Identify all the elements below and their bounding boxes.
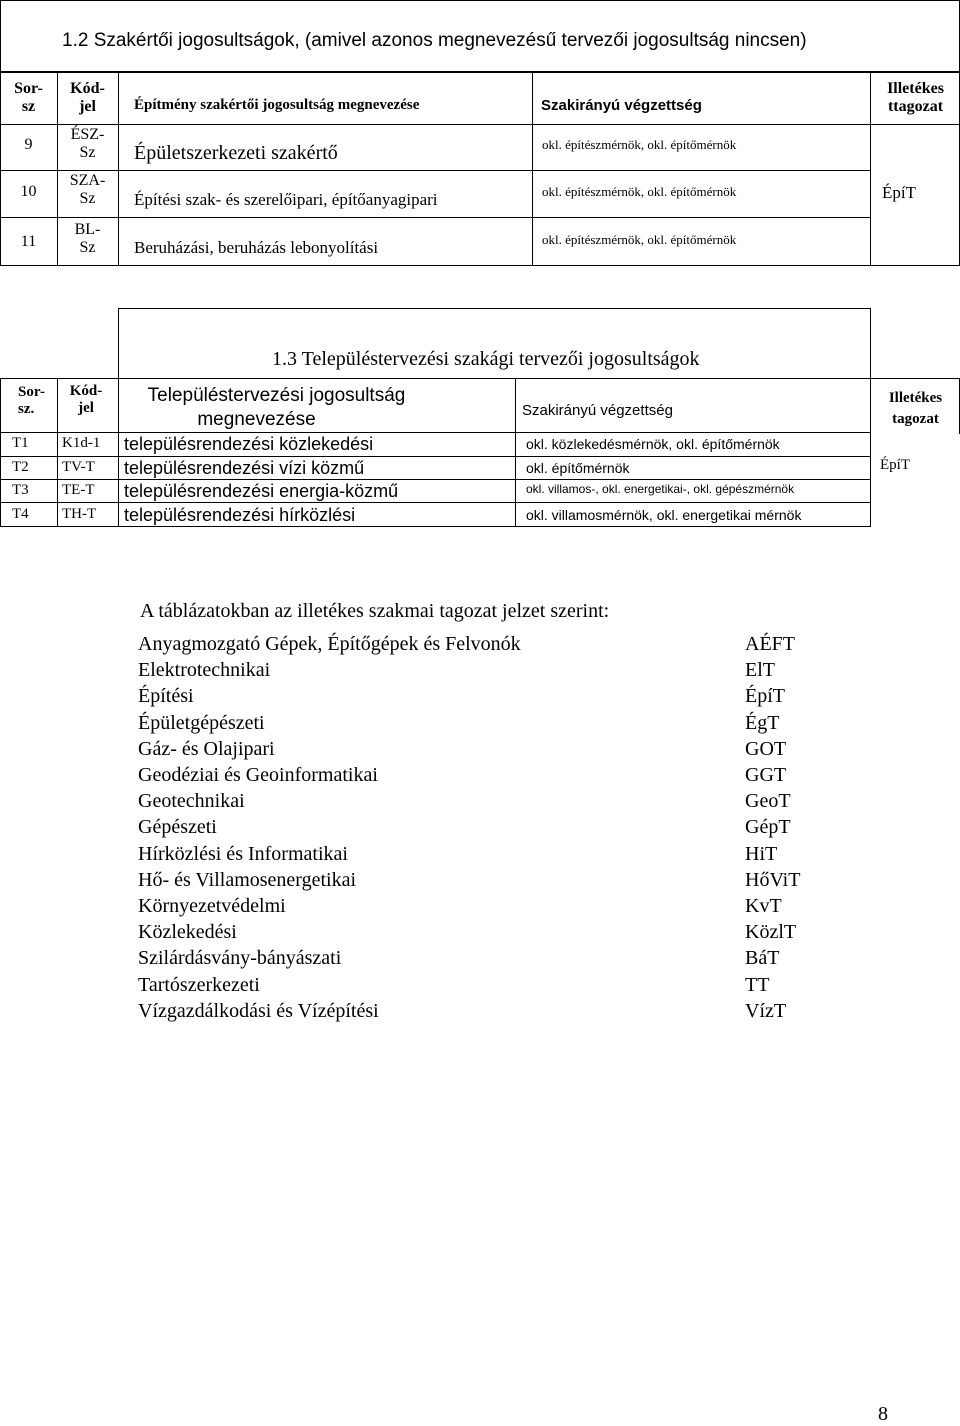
header-sorsz: Sor- sz. xyxy=(18,384,45,418)
legend-chamber-name: Geodéziai és Geoinformatikai xyxy=(138,764,378,786)
row-degree: okl. építészmérnök, okl. építőmérnök xyxy=(542,137,737,152)
row-name: Beruházási, beruházás lebonyolítási xyxy=(134,238,379,257)
legend-chamber-name: Anyagmozgató Gépek, Építőgépek és Felvonók xyxy=(138,633,521,655)
row-code: TV-T xyxy=(62,459,95,475)
chamber-value: ÉpíT xyxy=(882,183,916,202)
legend-chamber-code: TT xyxy=(745,973,770,996)
row-code: SZA- Sz xyxy=(69,172,106,208)
legend-chamber-code: HőViT xyxy=(745,868,801,891)
row-degree: okl. közlekedésmérnök, okl. építőmérnök xyxy=(526,436,780,452)
header-chamber: Illetékes tagozat xyxy=(888,390,943,428)
legend-chamber-code: ElT xyxy=(745,659,775,682)
legend-chamber-code: GGT xyxy=(745,764,787,786)
row-sorsz: 9 xyxy=(24,136,33,153)
legend-chamber-name: Elektrotechnikai xyxy=(138,659,271,682)
legend-chamber-name: Szilárdásvány-bányászati xyxy=(138,947,342,970)
legend-chamber-name: Gáz- és Olajipari xyxy=(138,737,275,760)
legend-chamber-name: Tartószerkezeti xyxy=(138,973,260,996)
legend-chamber-code: GOT xyxy=(745,737,787,760)
header-chamber: Illetékes ttagozat xyxy=(887,80,944,116)
row-code: K1d-1 xyxy=(62,435,101,451)
row-degree: okl. villamosmérnök, okl. energetikai mérnök xyxy=(526,507,802,523)
legend-chamber-name: Környezetvédelmi xyxy=(138,895,286,917)
legend-chamber-code: GeoT xyxy=(745,790,791,813)
header-degree: Szakirányú végzettség xyxy=(541,97,702,114)
legend-chamber-code: ÉpíT xyxy=(745,685,785,708)
section-title: 1.2 Szakértői jogosultságok, (amivel azonos megnevezésű tervezői jogosultság nincsen) xyxy=(62,30,807,51)
header-name: Építmény szakértői jogosultság megnevezése xyxy=(134,97,420,113)
row-sorsz: T3 xyxy=(12,482,29,498)
legend-chamber-name: Hő- és Villamosenergetikai xyxy=(138,868,357,891)
row-code: ÉSZ- Sz xyxy=(70,126,105,162)
legend-intro: A táblázatokban az illetékes szakmai tagozat jelzet szerint: xyxy=(140,600,610,622)
header-sorsz: Sor- sz xyxy=(14,80,43,116)
legend-chamber-name: Közlekedési xyxy=(138,921,237,944)
row-sorsz: T1 xyxy=(12,435,29,451)
header-kodjel: Kód- jel xyxy=(69,383,103,417)
legend-chamber-name: Vízgazdálkodási és Vízépítési xyxy=(138,999,379,1022)
legend-chamber-code: VízT xyxy=(745,999,787,1022)
legend-chamber-code: ÉgT xyxy=(745,711,780,734)
row-sorsz: 10 xyxy=(20,183,37,200)
row-name: településrendezési közlekedési xyxy=(124,434,374,454)
legend-chamber-code: KözlT xyxy=(745,921,797,944)
row-code: TE-T xyxy=(62,482,95,498)
header-name: Településtervezési jogosultság megnevezése xyxy=(147,385,406,430)
header-kodjel: Kód- jel xyxy=(70,80,105,116)
legend-chamber-name: Építési xyxy=(138,685,194,708)
row-name: Építési szak- és szerelőipari, építőanyagipari xyxy=(134,190,438,209)
row-degree: okl. építészmérnök, okl. építőmérnök xyxy=(542,232,737,247)
legend-chamber-name: Hírközlési és Informatikai xyxy=(138,842,348,865)
legend-chamber-name: Épületgépészeti xyxy=(138,711,265,734)
chamber-value: ÉpíT xyxy=(880,457,910,473)
legend-chamber-code: AÉFT xyxy=(745,633,795,655)
legend-chamber-name: Geotechnikai xyxy=(138,790,245,813)
legend-chamber-code: GépT xyxy=(745,816,791,839)
header-degree: Szakirányú végzettség xyxy=(522,402,673,419)
row-name: Épületszerkezeti szakértő xyxy=(134,142,338,164)
legend-chamber-name: Gépészeti xyxy=(138,816,217,839)
row-degree: okl. építőmérnök xyxy=(526,460,630,476)
section-title: 1.3 Településtervezési szakági tervezői jogosultságok xyxy=(272,348,700,370)
legend-chamber-code: BáT xyxy=(745,947,780,970)
row-degree: okl. építészmérnök, okl. építőmérnök xyxy=(542,184,737,199)
page-number: 8 xyxy=(878,1403,888,1425)
row-code: TH-T xyxy=(62,506,97,522)
legend-chamber-code: HiT xyxy=(745,842,778,865)
row-name: településrendezési energia-közmű xyxy=(124,481,399,501)
row-sorsz: T4 xyxy=(12,506,29,522)
row-code: BL- Sz xyxy=(74,221,101,257)
row-sorsz: T2 xyxy=(12,459,29,475)
row-name: településrendezési hírközlési xyxy=(124,505,356,525)
legend-chamber-code: KvT xyxy=(745,895,782,917)
row-name: településrendezési vízi közmű xyxy=(124,458,365,478)
row-sorsz: 11 xyxy=(20,233,37,250)
row-degree: okl. villamos-, okl. energetikai-, okl. gépészmérnök xyxy=(526,482,795,496)
